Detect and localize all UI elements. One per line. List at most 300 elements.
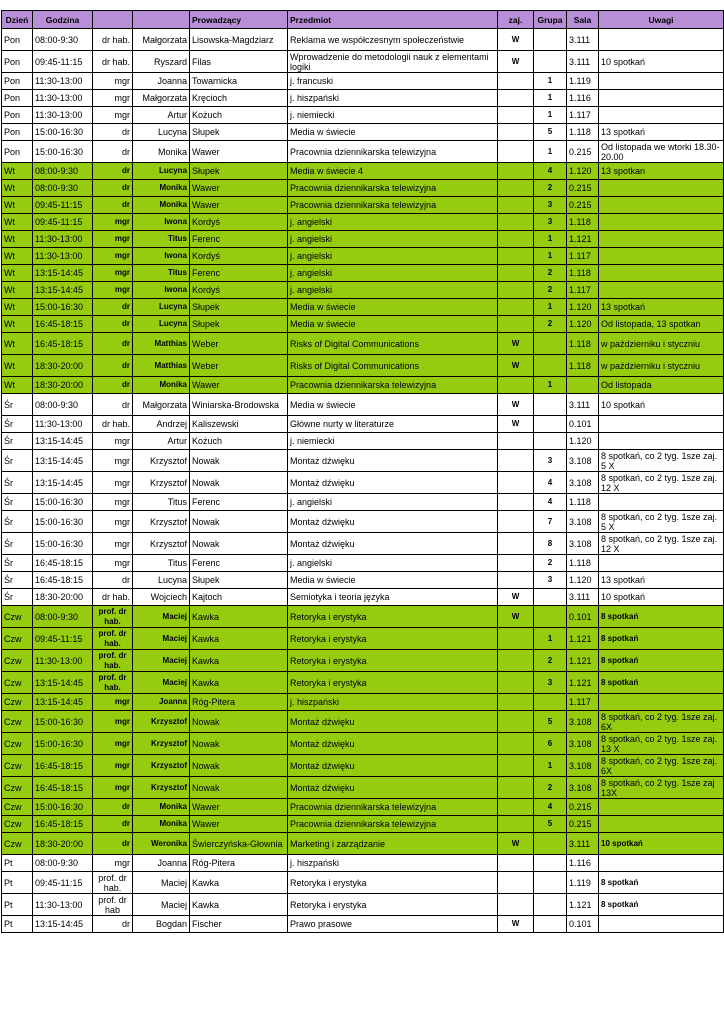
cell-title: dr bbox=[93, 799, 133, 816]
cell-last-name: Filas bbox=[190, 51, 288, 73]
table-row bbox=[2, 894, 724, 916]
cell-time: 08:00-9:30 bbox=[33, 606, 93, 628]
cell-time: 08:00-9:30 bbox=[33, 180, 93, 197]
cell-group: 1 bbox=[534, 141, 567, 163]
cell-subject: j. angielski bbox=[288, 555, 498, 572]
cell-type bbox=[498, 672, 534, 694]
cell-time: 15:00-16:30 bbox=[33, 533, 93, 555]
table-row bbox=[2, 494, 724, 511]
cell-type bbox=[498, 90, 534, 107]
cell-subject: Wprowadzenie do metodologii nauk z elementami logiki bbox=[288, 51, 498, 73]
cell-first-name: Matthias bbox=[133, 333, 190, 355]
cell-group bbox=[534, 333, 567, 355]
cell-notes: 8 spotkań, co 2 tyg. 1sze zaj 13X bbox=[599, 777, 724, 799]
cell-notes: w październiku i styczniu bbox=[599, 355, 724, 377]
cell-notes: 8 spotkań bbox=[599, 606, 724, 628]
cell-subject: Pracownia dziennikarska telewizyjna bbox=[288, 180, 498, 197]
cell-type bbox=[498, 494, 534, 511]
cell-first-name: Krzysztof bbox=[133, 755, 190, 777]
cell-last-name: Kordyś bbox=[190, 282, 288, 299]
cell-type bbox=[498, 711, 534, 733]
cell-day: Wt bbox=[2, 355, 33, 377]
cell-day: Czw bbox=[2, 816, 33, 833]
cell-room: 1.116 bbox=[567, 855, 599, 872]
cell-last-name: Słupek bbox=[190, 124, 288, 141]
cell-title: dr bbox=[93, 124, 133, 141]
cell-notes: 8 spotkań bbox=[599, 650, 724, 672]
cell-time: 13:15-14:45 bbox=[33, 282, 93, 299]
cell-title: dr bbox=[93, 916, 133, 933]
cell-subject: j. niemiecki bbox=[288, 433, 498, 450]
cell-first-name: Titus bbox=[133, 494, 190, 511]
cell-time: 08:00-9:30 bbox=[33, 394, 93, 416]
cell-type: W bbox=[498, 416, 534, 433]
cell-last-name: Kajtoch bbox=[190, 589, 288, 606]
cell-title: mgr bbox=[93, 472, 133, 494]
cell-subject: j. angielski bbox=[288, 265, 498, 282]
cell-time: 11:30-13:00 bbox=[33, 73, 93, 90]
cell-day: Czw bbox=[2, 711, 33, 733]
cell-day: Wt bbox=[2, 248, 33, 265]
cell-room: 1.118 bbox=[567, 355, 599, 377]
cell-first-name: Krzysztof bbox=[133, 777, 190, 799]
cell-title: dr hab. bbox=[93, 589, 133, 606]
cell-subject: Prawo prasowe bbox=[288, 916, 498, 933]
cell-room: 3.108 bbox=[567, 711, 599, 733]
cell-first-name: Artur bbox=[133, 107, 190, 124]
cell-title: dr hab. bbox=[93, 29, 133, 51]
cell-first-name: Krzysztof bbox=[133, 511, 190, 533]
cell-first-name: Krzysztof bbox=[133, 733, 190, 755]
cell-title: mgr bbox=[93, 433, 133, 450]
cell-group: 1 bbox=[534, 73, 567, 90]
cell-first-name: Artur bbox=[133, 433, 190, 450]
cell-title: mgr bbox=[93, 755, 133, 777]
cell-title: dr bbox=[93, 355, 133, 377]
cell-notes bbox=[599, 282, 724, 299]
cell-room: 0.101 bbox=[567, 416, 599, 433]
table-row bbox=[2, 333, 724, 355]
cell-room: 1.117 bbox=[567, 107, 599, 124]
cell-notes bbox=[599, 416, 724, 433]
cell-type bbox=[498, 450, 534, 472]
cell-first-name: Iwona bbox=[133, 214, 190, 231]
cell-first-name: Maciej bbox=[133, 894, 190, 916]
cell-day: Śr bbox=[2, 572, 33, 589]
cell-type: W bbox=[498, 916, 534, 933]
cell-time: 16:45-18:15 bbox=[33, 333, 93, 355]
cell-time: 13:15-14:45 bbox=[33, 265, 93, 282]
cell-time: 18:30-20:00 bbox=[33, 589, 93, 606]
cell-group: 2 bbox=[534, 555, 567, 572]
table-row bbox=[2, 416, 724, 433]
cell-subject: Pracownia dziennikarska telewizyjna bbox=[288, 141, 498, 163]
cell-time: 15:00-16:30 bbox=[33, 511, 93, 533]
cell-subject: Retoryka i erystyka bbox=[288, 672, 498, 694]
header-group: Grupa bbox=[534, 11, 567, 29]
cell-notes: Od listopada bbox=[599, 377, 724, 394]
cell-first-name: Bogdan bbox=[133, 916, 190, 933]
cell-room: 1.121 bbox=[567, 628, 599, 650]
cell-day: Śr bbox=[2, 494, 33, 511]
cell-notes bbox=[599, 90, 724, 107]
cell-notes: 13 spotkań bbox=[599, 572, 724, 589]
cell-title: dr bbox=[93, 141, 133, 163]
table-row bbox=[2, 141, 724, 163]
cell-notes: 8 spotkań, co 2 tyg. 1sze zaj. 12 X bbox=[599, 533, 724, 555]
cell-subject: j. hiszpański bbox=[288, 694, 498, 711]
cell-room: 0.215 bbox=[567, 141, 599, 163]
cell-subject: Media w świecie bbox=[288, 299, 498, 316]
cell-time: 09:45-11:15 bbox=[33, 628, 93, 650]
cell-title: dr bbox=[93, 163, 133, 180]
cell-first-name: Andrzej bbox=[133, 416, 190, 433]
cell-first-name: Lucyna bbox=[133, 124, 190, 141]
cell-title: prof. dr hab. bbox=[93, 606, 133, 628]
header-type: zaj. bbox=[498, 11, 534, 29]
cell-room: 1.118 bbox=[567, 124, 599, 141]
cell-day: Śr bbox=[2, 433, 33, 450]
cell-first-name: Małgorzata bbox=[133, 394, 190, 416]
cell-title: prof. dr hab. bbox=[93, 628, 133, 650]
table-row bbox=[2, 73, 724, 90]
cell-last-name: Słupek bbox=[190, 299, 288, 316]
cell-time: 18:30-20:00 bbox=[33, 377, 93, 394]
cell-first-name: Joanna bbox=[133, 73, 190, 90]
cell-subject: Montaż dźwięku bbox=[288, 777, 498, 799]
cell-last-name: Kręcioch bbox=[190, 90, 288, 107]
cell-title: mgr bbox=[93, 694, 133, 711]
cell-subject: j. angielski bbox=[288, 494, 498, 511]
cell-title: dr bbox=[93, 333, 133, 355]
cell-group: 1 bbox=[534, 755, 567, 777]
cell-time: 13:15-14:45 bbox=[33, 694, 93, 711]
cell-day: Śr bbox=[2, 589, 33, 606]
cell-subject: Montaż dźwięku bbox=[288, 472, 498, 494]
cell-room: 1.121 bbox=[567, 672, 599, 694]
cell-day: Śr bbox=[2, 416, 33, 433]
cell-subject: Pracownia dziennikarska telewizyjna bbox=[288, 799, 498, 816]
cell-title: mgr bbox=[93, 511, 133, 533]
cell-type: W bbox=[498, 29, 534, 51]
cell-type bbox=[498, 872, 534, 894]
cell-first-name: Monika bbox=[133, 799, 190, 816]
cell-notes bbox=[599, 231, 724, 248]
cell-title: mgr bbox=[93, 282, 133, 299]
cell-day: Czw bbox=[2, 755, 33, 777]
cell-last-name: Kaliszewski bbox=[190, 416, 288, 433]
cell-room: 1.121 bbox=[567, 650, 599, 672]
cell-type bbox=[498, 533, 534, 555]
cell-room: 1.116 bbox=[567, 90, 599, 107]
cell-last-name: Kawka bbox=[190, 650, 288, 672]
schedule-table bbox=[1, 10, 724, 933]
cell-last-name: Kawka bbox=[190, 606, 288, 628]
cell-group bbox=[534, 51, 567, 73]
cell-time: 15:00-16:30 bbox=[33, 733, 93, 755]
cell-last-name: Nowak bbox=[190, 472, 288, 494]
cell-room: 1.120 bbox=[567, 299, 599, 316]
cell-room: 1.119 bbox=[567, 872, 599, 894]
table-row bbox=[2, 572, 724, 589]
cell-last-name: Fischer bbox=[190, 916, 288, 933]
cell-subject: Pracownia dziennikarska telewizyjna bbox=[288, 816, 498, 833]
cell-type bbox=[498, 799, 534, 816]
cell-last-name: Ferenc bbox=[190, 265, 288, 282]
cell-last-name: Ferenc bbox=[190, 555, 288, 572]
cell-room: 1.118 bbox=[567, 494, 599, 511]
cell-day: Śr bbox=[2, 472, 33, 494]
cell-day: Śr bbox=[2, 533, 33, 555]
cell-time: 15:00-16:30 bbox=[33, 799, 93, 816]
cell-type: W bbox=[498, 833, 534, 855]
cell-last-name: Róg-Pitera bbox=[190, 694, 288, 711]
cell-day: Czw bbox=[2, 777, 33, 799]
cell-type bbox=[498, 816, 534, 833]
cell-room: 1.118 bbox=[567, 555, 599, 572]
cell-subject: Retoryka i erystyka bbox=[288, 606, 498, 628]
cell-day: Śr bbox=[2, 394, 33, 416]
cell-notes bbox=[599, 73, 724, 90]
cell-room: 1.118 bbox=[567, 214, 599, 231]
cell-group: 3 bbox=[534, 197, 567, 214]
table-row bbox=[2, 299, 724, 316]
cell-type bbox=[498, 124, 534, 141]
cell-type bbox=[498, 894, 534, 916]
cell-subject: j. angielski bbox=[288, 231, 498, 248]
cell-group: 4 bbox=[534, 163, 567, 180]
cell-first-name: Iwona bbox=[133, 248, 190, 265]
cell-last-name: Wawer bbox=[190, 799, 288, 816]
cell-room: 0.215 bbox=[567, 180, 599, 197]
cell-room: 0.215 bbox=[567, 799, 599, 816]
cell-time: 15:00-16:30 bbox=[33, 494, 93, 511]
cell-notes: 8 spotkań bbox=[599, 872, 724, 894]
cell-title: dr bbox=[93, 833, 133, 855]
cell-type bbox=[498, 265, 534, 282]
table-row bbox=[2, 855, 724, 872]
cell-day: Wt bbox=[2, 214, 33, 231]
cell-room: 3.108 bbox=[567, 472, 599, 494]
cell-group: 4 bbox=[534, 494, 567, 511]
cell-time: 08:00-9:30 bbox=[33, 855, 93, 872]
cell-notes: 10 spotkań bbox=[599, 51, 724, 73]
cell-type bbox=[498, 572, 534, 589]
cell-group bbox=[534, 606, 567, 628]
table-row bbox=[2, 214, 724, 231]
table-row bbox=[2, 511, 724, 533]
cell-type bbox=[498, 163, 534, 180]
cell-day: Pt bbox=[2, 916, 33, 933]
cell-subject: Montaż dźwięku bbox=[288, 450, 498, 472]
cell-room: 3.111 bbox=[567, 51, 599, 73]
cell-title: dr bbox=[93, 197, 133, 214]
cell-group: 1 bbox=[534, 90, 567, 107]
table-row bbox=[2, 51, 724, 73]
cell-subject: j. angielski bbox=[288, 214, 498, 231]
cell-group: 2 bbox=[534, 265, 567, 282]
cell-first-name: Małgorzata bbox=[133, 29, 190, 51]
cell-day: Czw bbox=[2, 672, 33, 694]
cell-day: Czw bbox=[2, 833, 33, 855]
cell-day: Pt bbox=[2, 855, 33, 872]
header-time: Godzina bbox=[33, 11, 93, 29]
cell-notes: 8 spotkań, co 2 tyg. 1sze zaj. 13 X bbox=[599, 733, 724, 755]
cell-time: 16:45-18:15 bbox=[33, 755, 93, 777]
table-row bbox=[2, 755, 724, 777]
cell-subject: Pracownia dziennikarska telewizyjna bbox=[288, 197, 498, 214]
cell-last-name: Nowak bbox=[190, 450, 288, 472]
cell-day: Pon bbox=[2, 107, 33, 124]
cell-last-name: Nowak bbox=[190, 533, 288, 555]
cell-time: 13:15-14:45 bbox=[33, 916, 93, 933]
cell-notes: 10 spotkań bbox=[599, 589, 724, 606]
table-row bbox=[2, 872, 724, 894]
cell-first-name: Maciej bbox=[133, 672, 190, 694]
cell-room: 1.117 bbox=[567, 282, 599, 299]
cell-title: dr bbox=[93, 299, 133, 316]
cell-last-name: Kordyś bbox=[190, 248, 288, 265]
table-row bbox=[2, 355, 724, 377]
cell-group: 4 bbox=[534, 799, 567, 816]
cell-first-name: Titus bbox=[133, 555, 190, 572]
cell-first-name: Lucyna bbox=[133, 163, 190, 180]
cell-type bbox=[498, 628, 534, 650]
cell-day: Czw bbox=[2, 799, 33, 816]
cell-time: 16:45-18:15 bbox=[33, 316, 93, 333]
cell-group: 5 bbox=[534, 711, 567, 733]
cell-time: 11:30-13:00 bbox=[33, 231, 93, 248]
cell-time: 18:30-20:00 bbox=[33, 833, 93, 855]
cell-type bbox=[498, 180, 534, 197]
cell-subject: j. hiszpański bbox=[288, 90, 498, 107]
cell-group: 2 bbox=[534, 316, 567, 333]
cell-day: Wt bbox=[2, 265, 33, 282]
cell-type bbox=[498, 197, 534, 214]
cell-first-name: Joanna bbox=[133, 694, 190, 711]
table-row bbox=[2, 180, 724, 197]
cell-last-name: Kawka bbox=[190, 872, 288, 894]
cell-notes: 8 spotkań bbox=[599, 894, 724, 916]
cell-title: mgr bbox=[93, 214, 133, 231]
cell-first-name: Krzysztof bbox=[133, 472, 190, 494]
cell-day: Czw bbox=[2, 628, 33, 650]
table-row bbox=[2, 650, 724, 672]
cell-title: prof. dr hab. bbox=[93, 872, 133, 894]
cell-type: W bbox=[498, 355, 534, 377]
cell-last-name: Świerczyńska-Głownia bbox=[190, 833, 288, 855]
table-row bbox=[2, 433, 724, 450]
cell-first-name: Matthias bbox=[133, 355, 190, 377]
cell-room: 0.215 bbox=[567, 197, 599, 214]
cell-notes bbox=[599, 816, 724, 833]
cell-room: 1.120 bbox=[567, 316, 599, 333]
cell-day: Śr bbox=[2, 555, 33, 572]
cell-day: Śr bbox=[2, 511, 33, 533]
cell-first-name: Weronika bbox=[133, 833, 190, 855]
cell-group bbox=[534, 833, 567, 855]
cell-last-name: Wawer bbox=[190, 180, 288, 197]
cell-notes: 8 spotkań, co 2 tyg. 1sze zaj. 5 X bbox=[599, 450, 724, 472]
cell-group: 1 bbox=[534, 248, 567, 265]
cell-subject: Montaż dźwięku bbox=[288, 755, 498, 777]
cell-last-name: Nowak bbox=[190, 777, 288, 799]
cell-time: 16:45-18:15 bbox=[33, 816, 93, 833]
cell-type bbox=[498, 650, 534, 672]
table-row bbox=[2, 107, 724, 124]
cell-subject: j. angielski bbox=[288, 282, 498, 299]
cell-first-name: Wojciech bbox=[133, 589, 190, 606]
cell-notes: 10 spotkań bbox=[599, 394, 724, 416]
cell-subject: Montaż dźwięku bbox=[288, 711, 498, 733]
cell-last-name: Słupek bbox=[190, 163, 288, 180]
cell-notes bbox=[599, 29, 724, 51]
cell-notes: 13 spotkań bbox=[599, 299, 724, 316]
cell-type bbox=[498, 555, 534, 572]
header-notes: Uwagi bbox=[599, 11, 724, 29]
cell-group bbox=[534, 855, 567, 872]
cell-time: 08:00-9:30 bbox=[33, 29, 93, 51]
cell-last-name: Słupek bbox=[190, 316, 288, 333]
cell-first-name: Monika bbox=[133, 197, 190, 214]
cell-group: 5 bbox=[534, 816, 567, 833]
cell-notes bbox=[599, 916, 724, 933]
cell-room: 3.108 bbox=[567, 511, 599, 533]
cell-last-name: Kożuch bbox=[190, 107, 288, 124]
cell-type: W bbox=[498, 51, 534, 73]
cell-day: Pon bbox=[2, 124, 33, 141]
table-row bbox=[2, 394, 724, 416]
cell-last-name: Weber bbox=[190, 355, 288, 377]
cell-subject: Retoryka i erystyka bbox=[288, 628, 498, 650]
cell-notes: 8 spotkań, co 2 tyg. 1sze zaj. 6X bbox=[599, 755, 724, 777]
cell-first-name: Titus bbox=[133, 231, 190, 248]
cell-title: mgr bbox=[93, 231, 133, 248]
cell-notes bbox=[599, 555, 724, 572]
cell-day: Wt bbox=[2, 299, 33, 316]
cell-first-name: Krzysztof bbox=[133, 533, 190, 555]
table-row bbox=[2, 555, 724, 572]
cell-subject: Retoryka i erystyka bbox=[288, 872, 498, 894]
cell-last-name: Nowak bbox=[190, 711, 288, 733]
cell-day: Czw bbox=[2, 650, 33, 672]
table-row bbox=[2, 316, 724, 333]
cell-group bbox=[534, 694, 567, 711]
cell-group bbox=[534, 894, 567, 916]
cell-title: mgr bbox=[93, 90, 133, 107]
cell-notes: 13 spotkań bbox=[599, 124, 724, 141]
cell-notes: 8 spotkań, co 2 tyg. 1sze zaj. 12 X bbox=[599, 472, 724, 494]
cell-subject: j. francuski bbox=[288, 73, 498, 90]
cell-type bbox=[498, 733, 534, 755]
table-row bbox=[2, 265, 724, 282]
cell-time: 09:45-11:15 bbox=[33, 197, 93, 214]
table-row bbox=[2, 816, 724, 833]
cell-time: 16:45-18:15 bbox=[33, 555, 93, 572]
cell-notes: w październiku i styczniu bbox=[599, 333, 724, 355]
cell-subject: j. niemiecki bbox=[288, 107, 498, 124]
cell-notes bbox=[599, 214, 724, 231]
cell-first-name: Maciej bbox=[133, 872, 190, 894]
cell-room: 3.111 bbox=[567, 394, 599, 416]
cell-room: 1.121 bbox=[567, 894, 599, 916]
cell-subject: Montaż dźwięku bbox=[288, 533, 498, 555]
cell-title: mgr bbox=[93, 265, 133, 282]
table-row bbox=[2, 29, 724, 51]
cell-first-name: Monika bbox=[133, 377, 190, 394]
cell-type bbox=[498, 755, 534, 777]
cell-title: mgr bbox=[93, 248, 133, 265]
